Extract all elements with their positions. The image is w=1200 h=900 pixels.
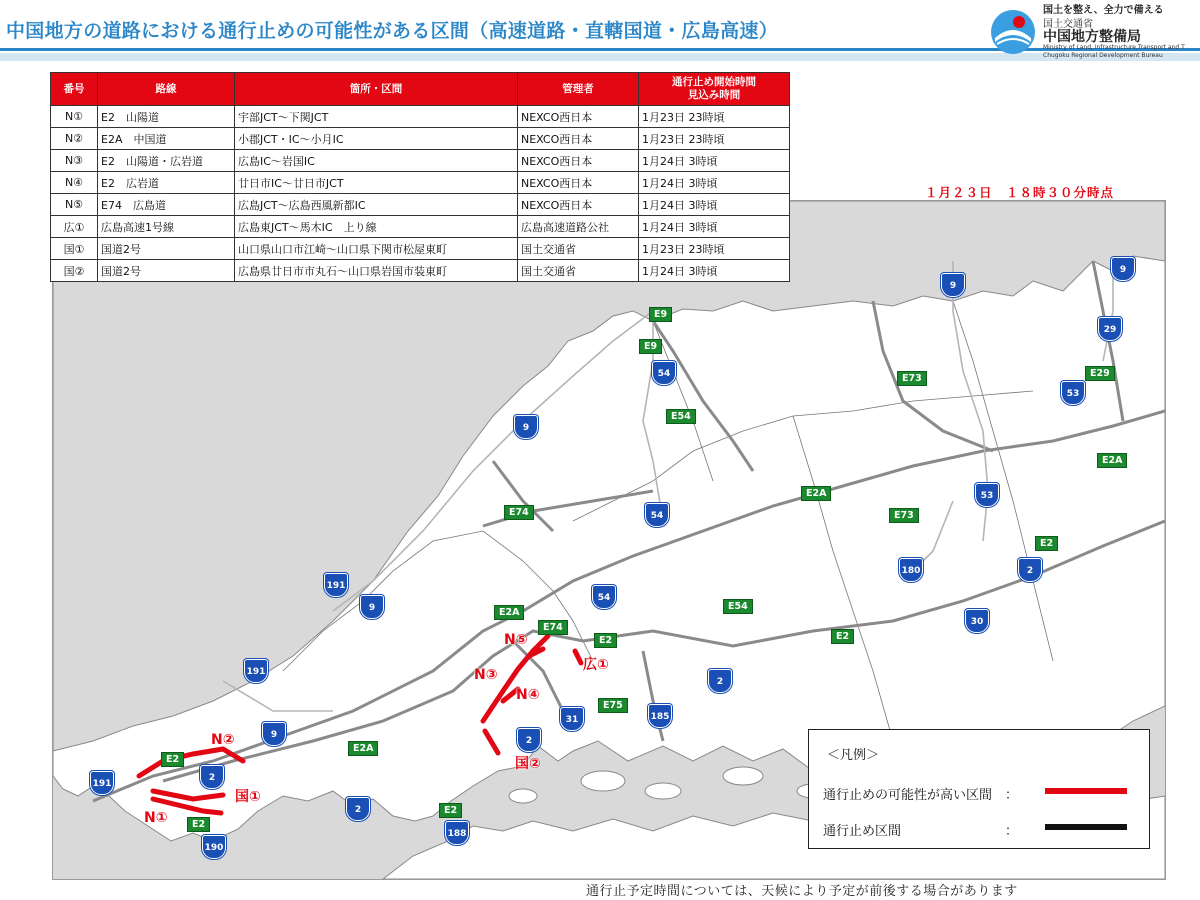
logo-slogan: 国土を整え、全力で備える — [1043, 5, 1164, 16]
route-shield-icon: 9 — [514, 415, 538, 439]
legend-title: ＜凡例＞ — [827, 748, 880, 763]
logo-english-bureau: Chugoku Regional Development Bureau — [1043, 52, 1163, 59]
table-cell-route: E2A 中国道 — [98, 128, 235, 150]
table-cell-route: 広島高速1号線 — [98, 216, 235, 238]
table-row — [51, 106, 790, 128]
closure-label: N③ — [474, 667, 498, 683]
route-shield-icon: 9 — [1111, 257, 1135, 281]
logo-english-ministry: Ministry of Land, Infrastructure,Transport and T — [1043, 44, 1185, 51]
expressway-label: E2A — [348, 741, 378, 756]
route-shield-icon: 2 — [708, 669, 732, 693]
table-cell-manager: NEXCO西日本 — [518, 172, 639, 194]
route-shield-icon: 9 — [360, 595, 384, 619]
expressway-label: E54 — [666, 409, 696, 424]
ministry-logo — [985, 0, 1200, 66]
expressway-label: E74 — [538, 620, 568, 635]
route-shield-icon: 2 — [517, 728, 541, 752]
column-header-manager: 管理者 — [518, 73, 639, 106]
table-cell-id: N① — [51, 106, 98, 128]
route-shield-icon: 190 — [202, 835, 226, 859]
closure-label: N① — [144, 810, 168, 826]
expressway-label: E2 — [439, 803, 462, 818]
table-cell-manager: NEXCO西日本 — [518, 128, 639, 150]
table-cell-id: N② — [51, 128, 98, 150]
expressway-label: E75 — [598, 698, 628, 713]
expressway-label: E2 — [187, 817, 210, 832]
table-cell-manager: NEXCO西日本 — [518, 150, 639, 172]
expressway-label: E2A — [801, 486, 831, 501]
route-shield-icon: 185 — [648, 704, 672, 728]
table-cell-time: 1月24日 3時頃 — [639, 260, 790, 282]
route-shield-icon: 191 — [90, 771, 114, 795]
expressway-label: E2 — [594, 633, 617, 648]
column-header-start-time: 通行止め開始時間 見込み時間 — [639, 73, 790, 106]
route-shield-icon: 180 — [899, 558, 923, 582]
expressway-label: E73 — [889, 508, 919, 523]
expressway-label: E2 — [831, 629, 854, 644]
route-shield-icon: 188 — [445, 821, 469, 845]
table-cell-time: 1月24日 3時頃 — [639, 216, 790, 238]
timestamp: １月２３日 １８時３０分時点 — [925, 185, 1115, 200]
expressway-label: E54 — [723, 599, 753, 614]
expressway-label: E9 — [639, 339, 662, 354]
table-row — [51, 238, 790, 260]
table-cell-id: N③ — [51, 150, 98, 172]
table-cell-route: E2 山陽道 — [98, 106, 235, 128]
legend-high-possibility-label: 通行止めの可能性が高い区間 ： — [823, 788, 1019, 803]
route-shield-icon: 2 — [1018, 558, 1042, 582]
table-cell-section: 宇部JCT～下関JCT — [235, 106, 518, 128]
route-shield-icon: 30 — [965, 609, 989, 633]
table-cell-manager: NEXCO西日本 — [518, 194, 639, 216]
table-cell-route: 国道2号 — [98, 260, 235, 282]
table-cell-time: 1月23日 23時頃 — [639, 238, 790, 260]
table-cell-route: E2 山陽道・広岩道 — [98, 150, 235, 172]
route-shield-icon: 9 — [941, 273, 965, 297]
route-shield-icon: 9 — [262, 722, 286, 746]
page-title: 中国地方の道路における通行止めの可能性がある区間（高速道路・直轄国道・広島高速） — [6, 20, 779, 42]
closure-label: N⑤ — [504, 632, 528, 648]
table-cell-id: 国② — [51, 260, 98, 282]
ministry-emblem-icon — [989, 8, 1037, 56]
table-cell-manager: 国土交通省 — [518, 238, 639, 260]
table-cell-section: 山口県山口市江崎～山口県下関市松屋東町 — [235, 238, 518, 260]
route-shield-icon: 2 — [200, 765, 224, 789]
route-shield-icon: 54 — [645, 503, 669, 527]
table-cell-id: 広① — [51, 216, 98, 238]
route-shield-icon: 2 — [346, 797, 370, 821]
table-row — [51, 150, 790, 172]
expressway-label: E2A — [1097, 453, 1127, 468]
table-row — [51, 172, 790, 194]
column-header-route: 路線 — [98, 73, 235, 106]
column-header-section: 箇所・区間 — [235, 73, 518, 106]
table-row — [51, 216, 790, 238]
expressway-label: E2 — [161, 752, 184, 767]
expressway-label: E74 — [504, 505, 534, 520]
table-cell-time: 1月23日 23時頃 — [639, 106, 790, 128]
route-shield-icon: 54 — [592, 585, 616, 609]
column-header-number: 番号 — [51, 73, 98, 106]
table-cell-route: E74 広島道 — [98, 194, 235, 216]
route-shield-icon: 191 — [324, 573, 348, 597]
table-cell-time: 1月23日 23時頃 — [639, 128, 790, 150]
footnote: 通行止予定時間については、天候により予定が前後する場合があります — [586, 884, 1018, 899]
table-header-row — [51, 73, 790, 106]
table-cell-route: E2 広岩道 — [98, 172, 235, 194]
logo-bureau: 中国地方整備局 — [1043, 29, 1141, 45]
table-row — [51, 194, 790, 216]
table-cell-manager: 国土交通省 — [518, 260, 639, 282]
expressway-label: E73 — [897, 371, 927, 386]
route-shield-icon: 31 — [560, 707, 584, 731]
closure-table — [50, 72, 790, 282]
table-cell-section: 廿日市IC～廿日市JCT — [235, 172, 518, 194]
table-cell-section: 広島JCT～広島西風新都IC — [235, 194, 518, 216]
closure-label: N② — [211, 732, 235, 748]
table-cell-section: 広島IC～岩国IC — [235, 150, 518, 172]
route-shield-icon: 54 — [652, 361, 676, 385]
route-shield-icon: 53 — [975, 483, 999, 507]
expressway-label: E9 — [649, 307, 672, 322]
closure-label: 国② — [515, 756, 541, 772]
table-cell-section: 小郡JCT・IC～小月IC — [235, 128, 518, 150]
table-cell-manager: NEXCO西日本 — [518, 106, 639, 128]
table-cell-id: 国① — [51, 238, 98, 260]
route-shield-icon: 191 — [244, 659, 268, 683]
logo-ministry: 国土交通省 — [1043, 19, 1093, 30]
table-cell-id: N⑤ — [51, 194, 98, 216]
closure-label: 広① — [583, 657, 609, 673]
table-cell-route: 国道2号 — [98, 238, 235, 260]
route-shield-icon: 53 — [1061, 381, 1085, 405]
table-cell-section: 広島東JCT～馬木IC 上り線 — [235, 216, 518, 238]
table-row — [51, 128, 790, 150]
expressway-label: E29 — [1085, 366, 1115, 381]
table-cell-time: 1月24日 3時頃 — [639, 194, 790, 216]
expressway-label: E2A — [494, 605, 524, 620]
table-row — [51, 260, 790, 282]
table-cell-time: 1月24日 3時頃 — [639, 172, 790, 194]
table-cell-time: 1月24日 3時頃 — [639, 150, 790, 172]
closure-label: 国① — [235, 789, 261, 805]
expressway-label: E2 — [1035, 536, 1058, 551]
legend-closed-label: 通行止め区間 ： — [823, 824, 1019, 839]
legend-black-line — [1045, 824, 1127, 830]
table-cell-section: 広島県廿日市市丸石～山口県岩国市装東町 — [235, 260, 518, 282]
closure-label: N④ — [516, 687, 540, 703]
table-cell-id: N④ — [51, 172, 98, 194]
route-shield-icon: 29 — [1098, 317, 1122, 341]
table-cell-manager: 広島高速道路公社 — [518, 216, 639, 238]
legend-red-line — [1045, 788, 1127, 794]
legend — [808, 729, 1150, 849]
